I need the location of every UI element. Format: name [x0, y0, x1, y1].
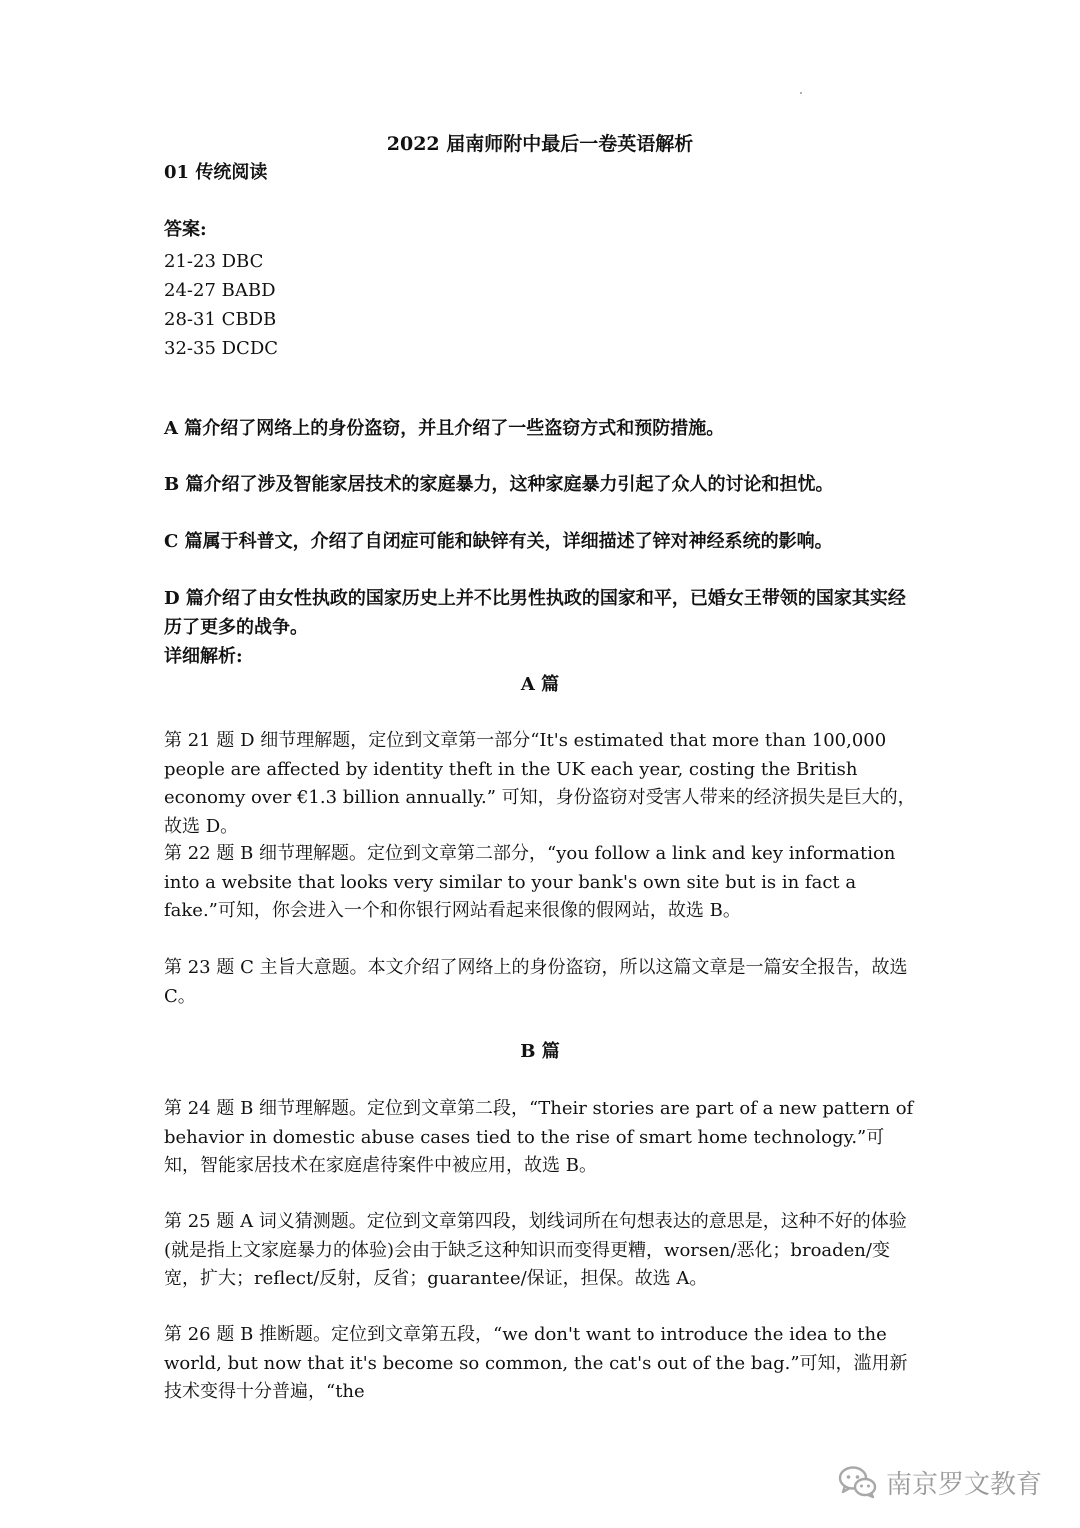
question-26: 第 26 题 B 推断题。定位到文章第五段，“we don't want to introduce the idea to the world, but now that it's become so common, the cat's out of the bag.”可知，滥用新技术变得十分普遍，“the [164, 1324, 908, 1402]
part-a-heading: A 篇 [520, 674, 560, 695]
answer-line: 24-27 BABD [164, 280, 276, 301]
question-21: 第 21 题 D 细节理解题，定位到文章第一部分“It's estimated that more than 100,000 people are affected by identity theft in the UK each year, costing the British economy over €1.3 billion annually.” 可知，身份盗窃对受害人带来的经济损失是巨大的，故选 D。 [164, 730, 916, 837]
question-24: 第 24 题 B 细节理解题。定位到文章第二段，“Their stories are part of a new pattern of behavior in domestic abuse cases tied to the rise of smart home technology.”可知，智能家居技术在家庭虐待案件中被应用，故选 B。 [164, 1098, 914, 1176]
watermark-text: 南京罗文教育 [886, 1469, 1043, 1500]
answer-line: 21-23 DBC [164, 251, 264, 272]
doc-title: 2022 届南师附中最后一卷英语解析 [386, 133, 694, 155]
scan-speck [800, 92, 802, 94]
summary-d: D 篇介绍了由女性执政的国家历史上并不比男性执政的国家和平，已婚女王带领的国家其实经历了更多的战争。 [164, 588, 906, 638]
answer-line: 32-35 DCDC [164, 338, 279, 359]
question-25: 第 25 题 A 词义猜测题。定位到文章第四段，划线词所在句想表达的意思是，这种不好的体验(就是指上文家庭暴力的体验)会由于缺乏这种知识而变得更糟，worsen/恶化；broaden/变宽，扩大；reflect/反射，反省；guarantee/保证，担保。故选 A。 [164, 1211, 907, 1289]
answers-label: 答案: [164, 219, 207, 240]
summary-a: A 篇介绍了网络上的身份盗窃，并且介绍了一些盗窃方式和预防措施。 [164, 418, 725, 439]
answers-list [164, 247, 920, 363]
summary-c: C 篇属于科普文，介绍了自闭症可能和缺锌有关，详细描述了锌对神经系统的影响。 [164, 531, 833, 552]
part-b-heading: B 篇 [520, 1041, 560, 1062]
question-23: 第 23 题 C 主旨大意题。本文介绍了网络上的身份盗窃，所以这篇文章是一篇安全报告，故选 C。 [164, 957, 908, 1007]
answer-line: 28-31 CBDB [164, 309, 277, 330]
summary-b: B 篇介绍了涉及智能家居技术的家庭暴力，这种家庭暴力引起了众人的讨论和担忧。 [164, 474, 834, 495]
section-heading: 01 传统阅读 [164, 162, 268, 183]
wechat-icon [838, 1465, 878, 1499]
detail-label: 详细解析: [164, 646, 243, 667]
watermark [838, 1462, 1042, 1502]
question-22: 第 22 题 B 细节理解题。定位到文章第二部分，“you follow a link and key information into a website that looks very similar to your bank's own site but is in fact a fake.”可知，你会进入一个和你银行网站看起来很像的假网站，故选 B。 [164, 843, 896, 921]
